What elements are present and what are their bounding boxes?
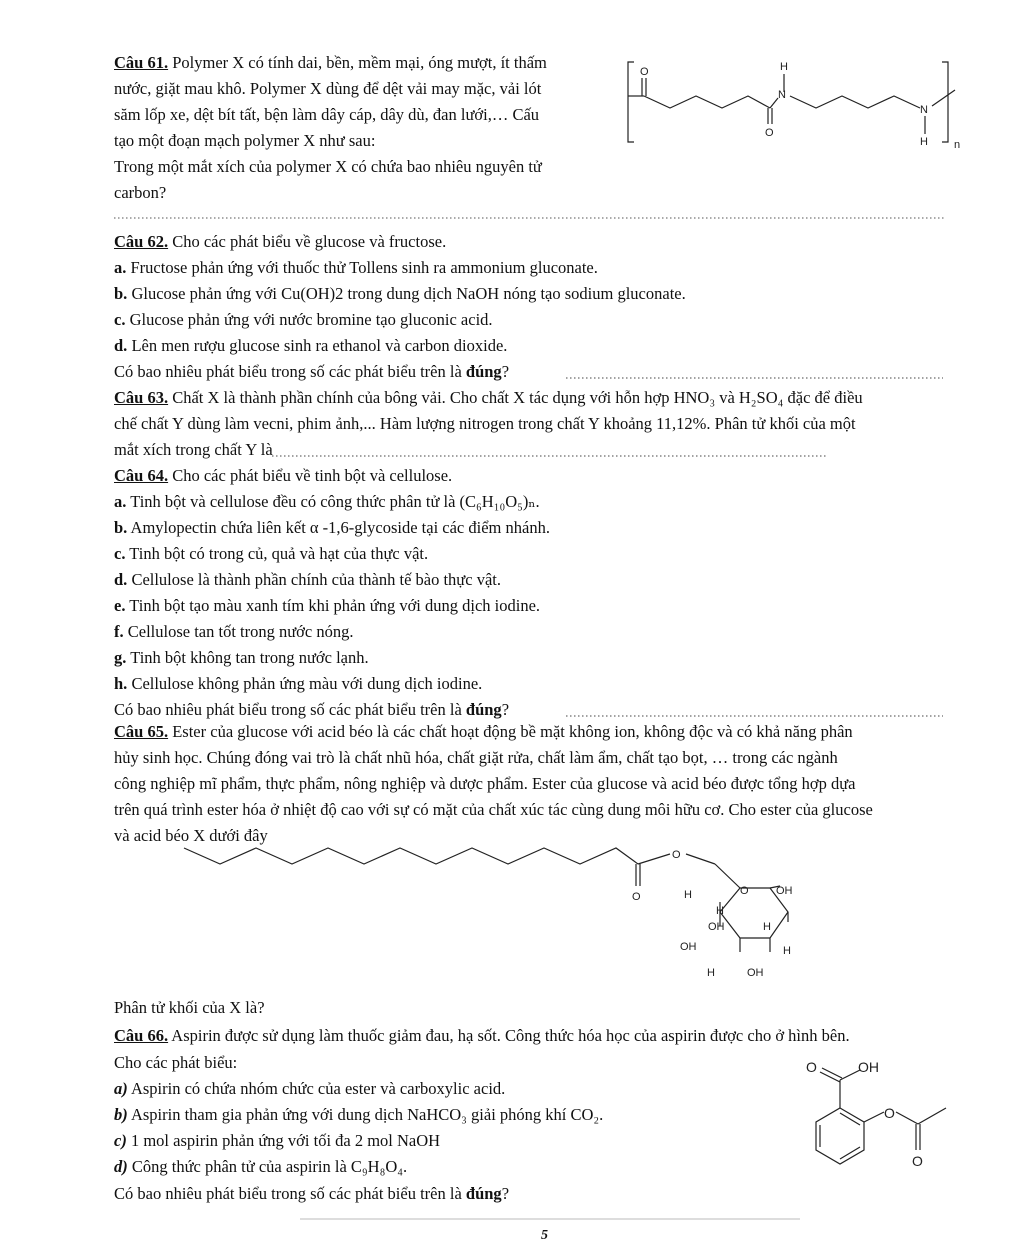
q61-line-2: nước, giặt mau khô. Polymer X dùng để dệt vải may mặc, vải lót <box>114 79 542 98</box>
q64-number: Câu 64. <box>114 466 169 485</box>
q62-item-d: d. Lên men rượu glucose sinh ra ethanol và carbon dioxide. <box>114 336 508 355</box>
q65-oh-3: OH <box>680 941 697 953</box>
q61-n-top: N <box>778 89 786 101</box>
q61-o-top: O <box>640 66 649 78</box>
q65-oh-2: OH <box>708 921 725 933</box>
q65-h-3: H <box>763 921 771 933</box>
q65-h-4: H <box>783 945 791 957</box>
q65-line-5: và acid béo X dưới đây <box>114 826 268 845</box>
q66-question: Có bao nhiêu phát biểu trong số các phát biểu trên là đúng? <box>114 1184 510 1203</box>
q64-item-g: g. Tinh bột không tan trong nước lạnh. <box>114 648 369 667</box>
q63-number: Câu 63. <box>114 388 169 407</box>
q66-oh: OH <box>858 1059 879 1075</box>
q62-item-b: b. Glucose phản ứng với Cu(OH)2 trong dung dịch NaOH nóng tạo sodium gluconate. <box>114 284 686 303</box>
dotted-separator <box>114 216 944 220</box>
q61-line-6: carbon? <box>114 183 167 202</box>
q66-line-1: Câu 66. Aspirin được sử dụng làm thuốc giảm đau, hạ sốt. Công thức hóa học của aspirin được cho ở hình bên. <box>114 1026 850 1045</box>
q65-line-2: hủy sinh học. Chúng đóng vai trò là chất nhũ hóa, chất giặt rửa, chất làm ẩm, chất tạo bọt, … trong các ngành <box>114 748 838 767</box>
q65-h-2: H <box>716 905 724 917</box>
q61-h-right: H <box>920 136 928 148</box>
q61-polymer-structure <box>620 50 965 150</box>
q64-item-f: f. Cellulose tan tốt trong nước nóng. <box>114 622 354 641</box>
q64-item-b: b. Amylopectin chứa liên kết α -1,6-glycoside tại các điểm nhánh. <box>114 518 550 537</box>
q63-line-1: Câu 63. Chất X là thành phần chính của bông vải. Cho chất X tác dụng với hỗn hợp HNO₃ và H₂SO₄ đặc để điều <box>114 388 863 407</box>
q65-question: Phân tử khối của X là? <box>114 998 265 1017</box>
q65-o-ring: O <box>740 885 749 897</box>
q62-item-a: a. Fructose phản ứng với thuốc thử Tollens sinh ra ammonium gluconate. <box>114 258 598 277</box>
q65-number: Câu 65. <box>114 722 169 741</box>
q65-h-1: H <box>684 889 692 901</box>
q63-line-3: mắt xích trong chất Y là <box>114 440 273 459</box>
q62-question: Có bao nhiêu phát biểu trong số các phát biểu trên là đúng? <box>114 362 510 381</box>
q66-aspirin-structure <box>800 1050 970 1190</box>
q66-item-b: b) Aspirin tham gia phản ứng với dung dịch NaHCO₃ giải phóng khí CO₂. <box>114 1105 604 1124</box>
q65-o-ester: O <box>672 849 681 861</box>
q66-o-carbonyl: O <box>912 1153 923 1169</box>
q65-line-4: trên quá trình ester hóa ở nhiệt độ cao với sự có mặt của chất xúc tác cùng dung môi hữu cơ. Cho ester của glucose <box>114 800 873 819</box>
footer-divider <box>300 1218 800 1221</box>
q65-oh-1: OH <box>776 885 793 897</box>
page-number: 5 <box>541 1228 548 1243</box>
q61-number: Câu 61. <box>114 53 169 72</box>
q62-number: Câu 62. <box>114 232 169 251</box>
q61-o-bottom: O <box>765 127 774 139</box>
q64-item-a: a. Tinh bột và cellulose đều có công thức phân tử là (C₆H₁₀O₅)ₙ. <box>114 492 540 511</box>
q62-item-c: c. Glucose phản ứng với nước bromine tạo gluconic acid. <box>114 310 493 329</box>
q62-answer-dots[interactable] <box>566 376 943 380</box>
q66-item-a: a) Aspirin có chứa nhóm chức của ester và carboxylic acid. <box>114 1079 506 1098</box>
q61-n-right: N <box>920 104 928 116</box>
q63-answer-dots[interactable] <box>272 454 828 458</box>
q64-item-h: h. Cellulose không phản ứng màu với dung dịch iodine. <box>114 674 483 693</box>
q64-question: Có bao nhiêu phát biểu trong số các phát biểu trên là đúng? <box>114 700 510 719</box>
q65-glucose-ester-structure <box>180 840 810 990</box>
q66-intro: Cho các phát biểu: <box>114 1053 238 1072</box>
q61-line-4: tạo một đoạn mạch polymer X như sau: <box>114 131 376 150</box>
q64-answer-dots[interactable] <box>566 714 943 718</box>
q66-item-c: c) 1 mol aspirin phản ứng với tối đa 2 mol NaOH <box>114 1131 441 1150</box>
q65-h-5: H <box>707 967 715 979</box>
q62-line-intro: Câu 62. Cho các phát biểu về glucose và fructose. <box>114 232 447 251</box>
q63-line-2: chế chất Y dùng làm vecni, phim ảnh,... Hàm lượng nitrogen trong chất Y khoảng 11,12%. Phân tử khối của một <box>114 414 856 433</box>
q64-item-e: e. Tinh bột tạo màu xanh tím khi phản ứng với dung dịch iodine. <box>114 596 541 615</box>
q65-o-carbonyl: O <box>632 891 641 903</box>
q66-number: Câu 66. <box>114 1026 169 1045</box>
q61-line-1: Câu 61. Polymer X có tính dai, bền, mềm mại, óng mượt, ít thấm <box>114 53 547 72</box>
q66-item-d: d) Công thức phân tử của aspirin là C₉H₈O₄. <box>114 1157 408 1176</box>
q64-line-intro: Câu 64. Cho các phát biểu về tinh bột và cellulose. <box>114 466 453 485</box>
q66-o-ester: O <box>884 1105 895 1121</box>
q61-line-5: Trong một mắt xích của polymer X có chứa bao nhiêu nguyên tử <box>114 157 542 176</box>
q66-o-top: O <box>806 1059 817 1075</box>
q65-line-1: Câu 65. Ester của glucose với acid béo là các chất hoạt động bề mặt không ion, không độc và có khả năng phân <box>114 722 853 741</box>
q61-h-top: H <box>780 61 788 73</box>
q61-sub-n: n <box>954 139 961 151</box>
q65-oh-4: OH <box>747 967 764 979</box>
q65-line-3: công nghiệp mĩ phẩm, thực phẩm, nông nghiệp và dược phẩm. Ester của glucose và acid béo được tổng hợp dựa <box>114 774 856 793</box>
q64-item-c: c. Tinh bột có trong củ, quả và hạt của thực vật. <box>114 544 429 563</box>
q61-line-3: săm lốp xe, dệt bít tất, bện làm dây cáp, dây dù, đan lưới,… Cấu <box>114 105 540 124</box>
q64-item-d: d. Cellulose là thành phần chính của thành tế bào thực vật. <box>114 570 501 589</box>
